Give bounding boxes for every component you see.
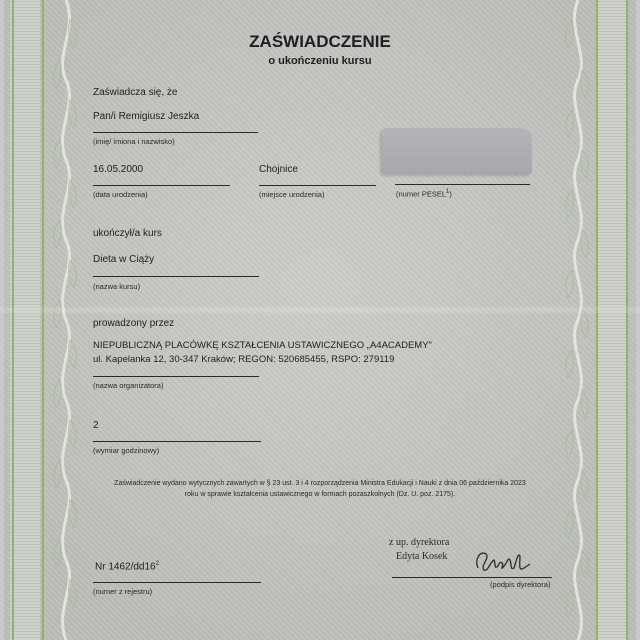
legal-note-line-2: roku w sprawie kształcenia ustawicznego w formach pozaszkolnych (Dz. U. poz. 2175). xyxy=(184,491,456,498)
pesel-underline xyxy=(395,184,530,185)
organizer-address: ul. Kapelanka 12, 30-347 Kraków; REGON: 520685455, RSPO: 279119 xyxy=(93,354,395,365)
right-border-line-outer xyxy=(626,0,628,640)
registry-number: Nr $1462/dd16^2$ xyxy=(95,561,159,573)
hours-underline xyxy=(93,441,261,442)
registry-underline xyxy=(93,582,261,583)
hours-value: 2 xyxy=(93,420,99,431)
right-border-line-inner xyxy=(596,0,598,640)
birth-date: 16.05.2000 xyxy=(93,164,144,175)
signer-name: Edyta Kosek xyxy=(396,551,448,562)
left-border-line-outer xyxy=(12,0,14,640)
course-name-underline xyxy=(93,276,259,277)
certificate-title: ZAŚWIADCZENIE xyxy=(249,32,391,51)
birth-place-label: (miejsce urodzenia) xyxy=(259,190,325,199)
name-underline xyxy=(93,132,258,133)
paper-fold-crease xyxy=(0,305,640,315)
organizer-label: (nazwa organizatora) xyxy=(93,381,164,390)
pesel-label: (numer PESEL$^1$) xyxy=(396,189,452,199)
birth-place: Chojnice xyxy=(259,164,298,175)
left-border-stripe xyxy=(10,0,40,640)
birth-place-underline xyxy=(259,185,376,186)
birth-date-label: (data urodzenia) xyxy=(93,190,148,199)
name-label: (imię/ imiona i nazwisko) xyxy=(93,137,175,146)
registry-label: (numer z rejestru) xyxy=(93,587,153,596)
organizer-name: NIEPUBLICZNĄ PLACÓWKĘ KSZTAŁCENIA USTAWICZNEGO „A4ACADEMY" xyxy=(93,340,432,351)
person-name: Pan/i Remigiusz Jeszka xyxy=(93,111,200,122)
signature-label: (podpis dyrektora) xyxy=(490,580,551,589)
right-border-stripe xyxy=(598,0,628,640)
hours-label: (wymiar godzinowy) xyxy=(93,446,160,455)
on-behalf-text: z up. dyrektora xyxy=(389,537,450,548)
organizer-underline xyxy=(93,376,259,377)
course-name-label: (nazwa kursu) xyxy=(93,282,141,291)
certificate-subtitle: o ukończeniu kursu xyxy=(268,55,372,67)
conducted-by-text: prowadzony przez xyxy=(93,318,175,329)
right-vine-ornament-icon xyxy=(560,0,596,640)
left-border-line-inner xyxy=(42,0,44,640)
completed-course-text: ukończył/a kurs xyxy=(93,228,162,239)
intro-text: Zaświadcza się, że xyxy=(93,87,178,98)
birth-date-underline xyxy=(93,185,230,186)
handwritten-signature-icon xyxy=(472,546,532,578)
left-vine-ornament-icon xyxy=(48,0,84,640)
legal-note-line-1: Zaświadczenie wydano wytycznych zawartych w § 23 ust. 3 i 4 rozporządzenia Ministra Edukacji i Nauki z dnia 06 października 2023 xyxy=(114,480,526,487)
signature-underline xyxy=(392,577,552,578)
course-name: Dieta w Ciąży xyxy=(93,254,155,265)
pesel-redaction-sticker xyxy=(382,128,532,174)
